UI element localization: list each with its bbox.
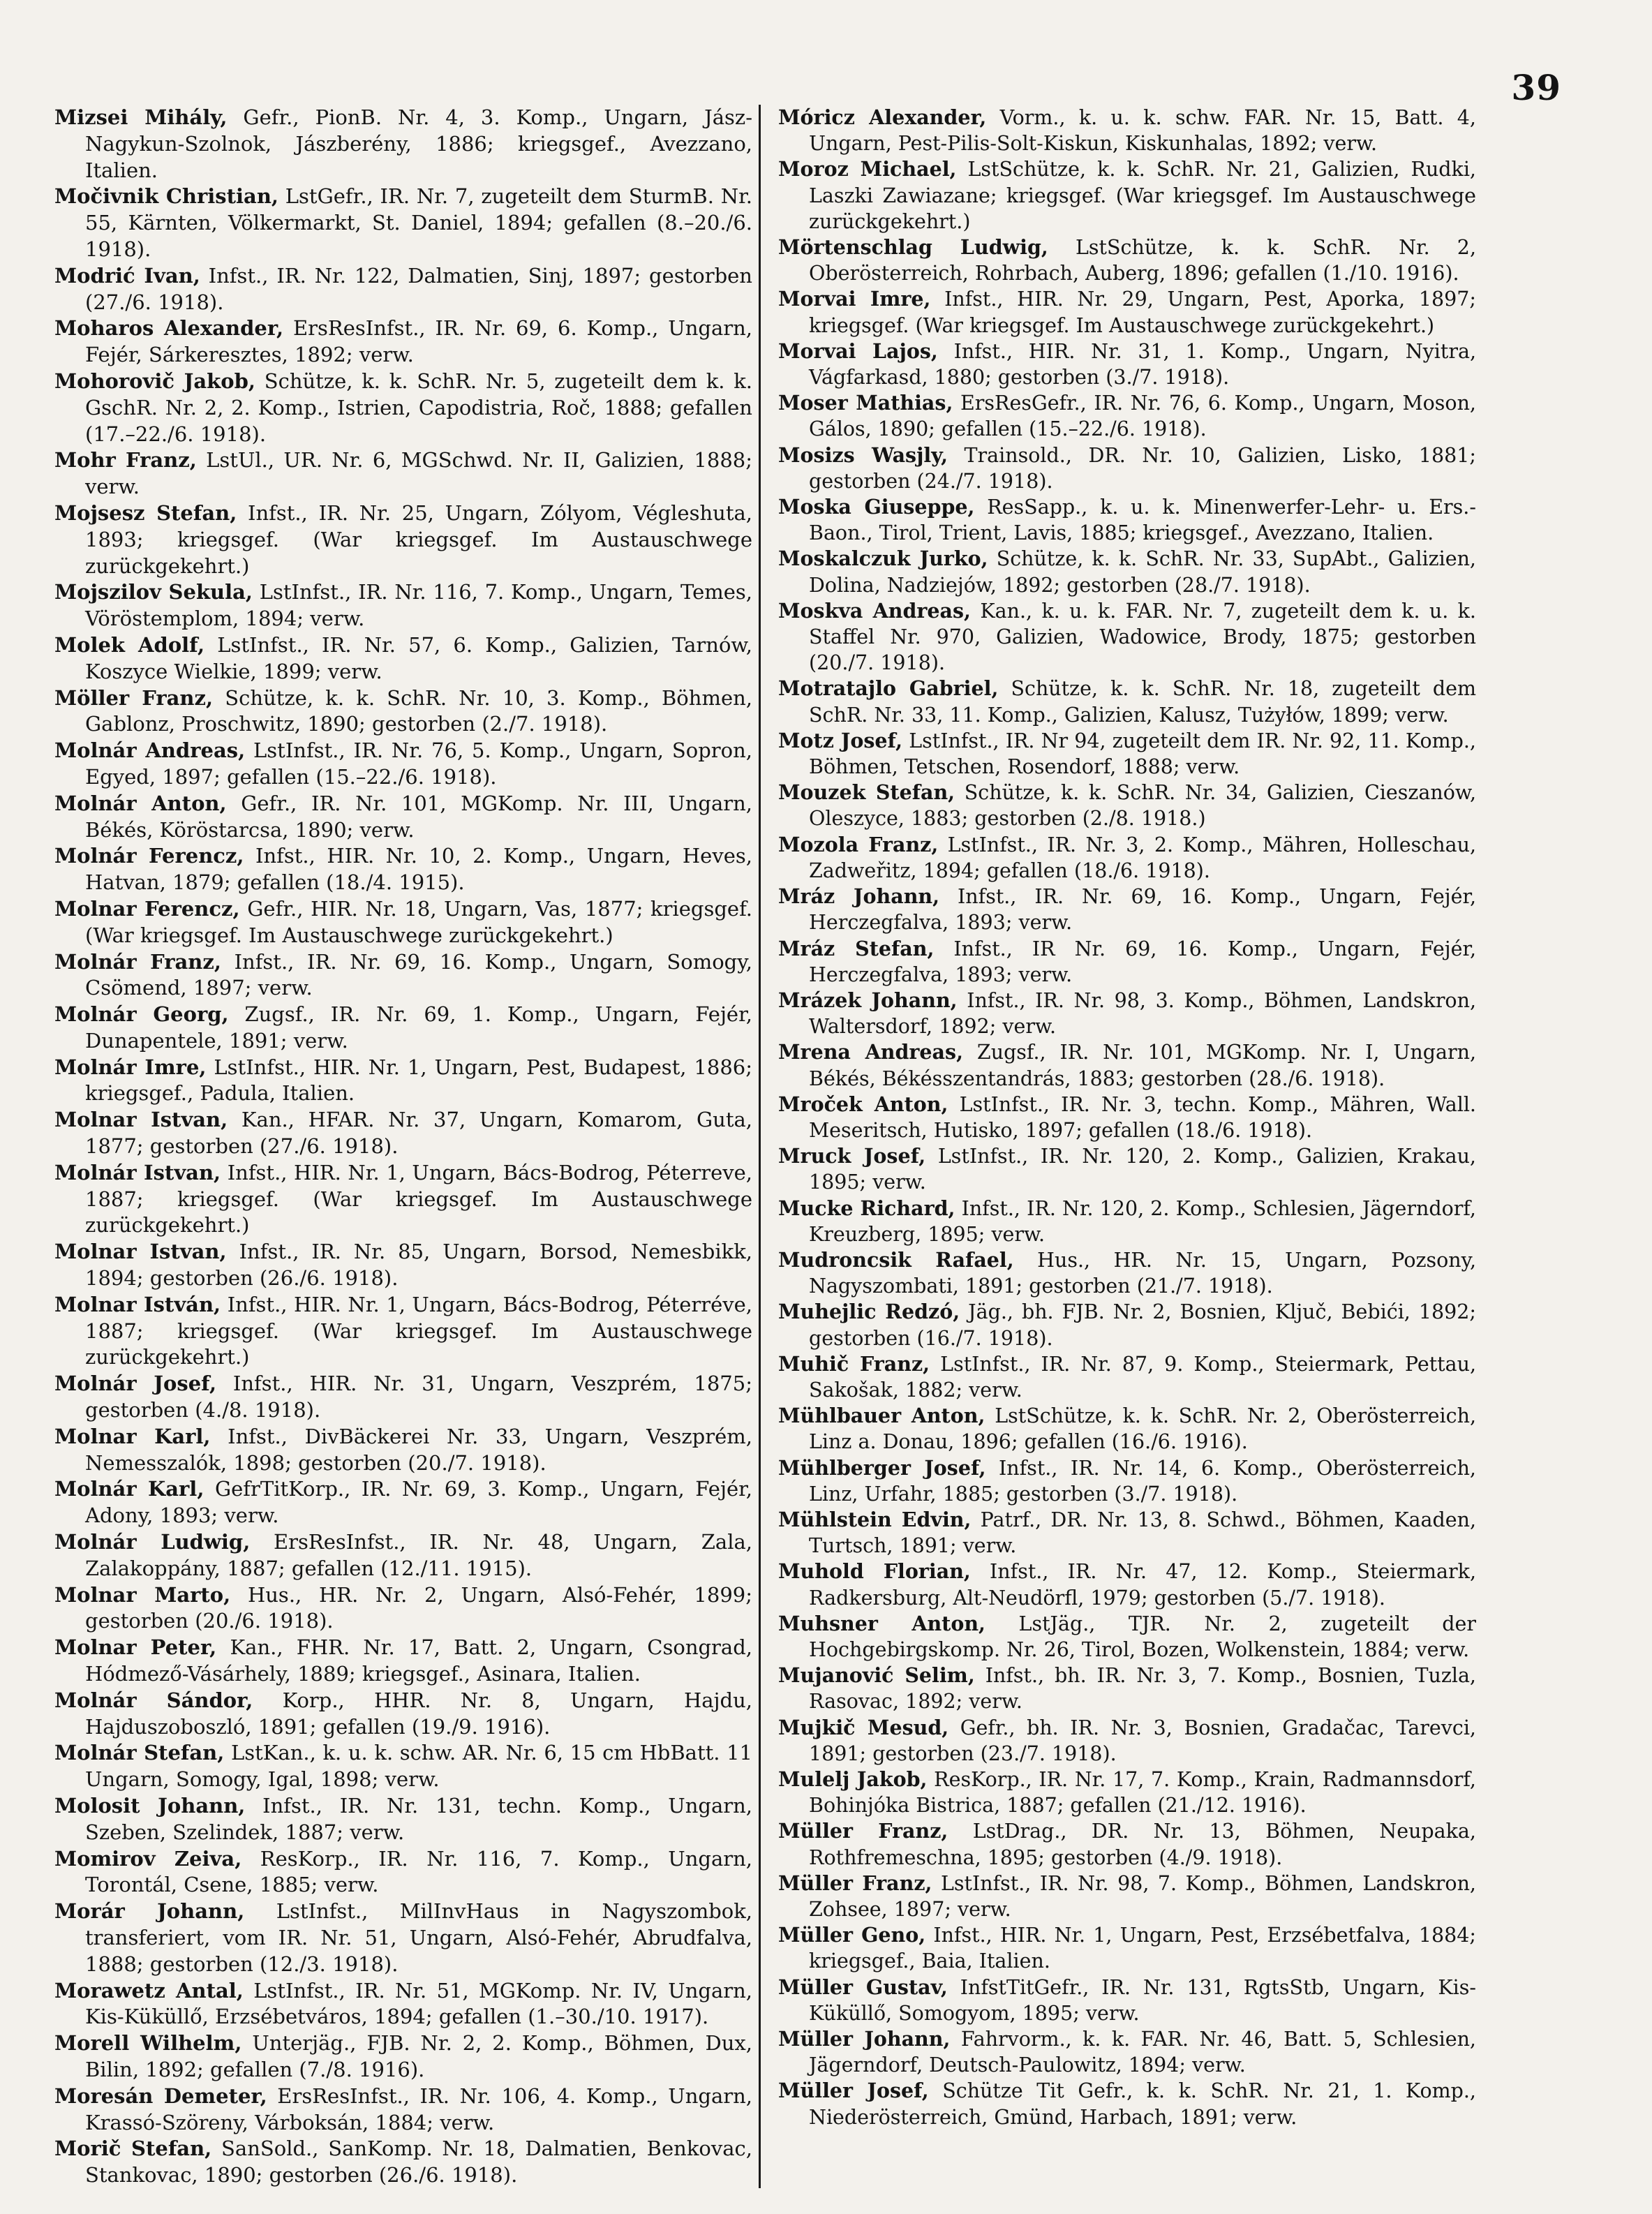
entry-name: Morell Wilhelm, bbox=[54, 2031, 242, 2056]
list-item bbox=[778, 390, 1476, 442]
entry-details: ErsResInfst., IR. Nr. 48, Ungarn, Zala, Zalakoppány, 1887; gefallen (12./11. 1915). bbox=[85, 1530, 753, 1580]
list-item bbox=[54, 2083, 752, 2137]
entry-details: Gefr., HIR. Nr. 18, Ungarn, Vas, 1877; kriegsgef. (War kriegsgef. Im Austauschwege zurückgekehrt.) bbox=[85, 896, 753, 947]
entry-name: Móricz Alexander, bbox=[778, 105, 987, 129]
list-item bbox=[54, 263, 752, 316]
entry-name: Mrázek Johann, bbox=[778, 988, 958, 1012]
list-item bbox=[54, 1793, 752, 1846]
entry-details: Jäg., bh. FJB. Nr. 2, Bosnien, Ključ, Bebići, 1892; gestorben (16./7. 1918). bbox=[809, 1300, 1476, 1350]
entry-name: Momirov Zeiva, bbox=[54, 1846, 242, 1871]
entry-name: Morár Johann, bbox=[54, 1899, 245, 1924]
entry-details: Infst., HIR. Nr. 29, Ungarn, Pest, Aporka, 1897; kriegsgef. (War kriegsgef. Im Austauschwege zurückgekehrt.) bbox=[809, 288, 1476, 337]
list-item bbox=[54, 369, 752, 447]
entry-name: Mizsei Mihály, bbox=[54, 105, 228, 129]
entry-details: Schütze, k. k. SchR. Nr. 34, Galizien, Cieszanów, Oleszyce, 1883; gestorben (2./8. 1918.) bbox=[809, 781, 1476, 831]
entry-details: LstInfst., IR. Nr. 116, 7. Komp., Ungarn, Temes, Vöröstemplom, 1894; verw. bbox=[85, 580, 752, 631]
entry-details: Infst., IR. Nr. 25, Ungarn, Zólyom, Végleshuta, 1893; kriegsgef. (War kriegsgef. Im Austauschwege zurückgekehrt.) bbox=[85, 500, 752, 578]
list-item bbox=[778, 1403, 1476, 1455]
entry-details: Gefr., IR. Nr. 101, MGKomp. Nr. III, Ungarn, Békés, Köröstarcsa, 1890; verw. bbox=[85, 791, 753, 842]
list-item bbox=[778, 156, 1476, 235]
list-item bbox=[54, 1635, 752, 1688]
entry-name: Molnár Karl, bbox=[54, 1477, 204, 1501]
entry-details: Kan., FHR. Nr. 17, Batt. 2, Ungarn, Csongrad, Hódmező-Vásárhely, 1889; kriegsgef., Asinara, Italien. bbox=[85, 1635, 752, 1686]
list-item bbox=[778, 339, 1476, 390]
entry-details: LstInfst., IR. Nr. 3, 2. Komp., Mähren, Holleschau, Zadweřitz, 1894; gefallen (18./6. 1918). bbox=[809, 833, 1476, 882]
list-item bbox=[54, 1107, 752, 1160]
list-item bbox=[54, 447, 752, 500]
entry-details: LstDrag., DR. Nr. 13, Böhmen, Neupaka, Rothfremeschna, 1895; gestorben (4./9. 1918). bbox=[809, 1820, 1476, 1869]
list-item bbox=[54, 843, 752, 896]
entry-name: Müller Johann, bbox=[778, 2027, 951, 2051]
entry-details: ResSapp., k. u. k. Minenwerfer-Lehr- u. Ers.-Baon., Tirol, Trient, Lavis, 1885; kriegsgef., Avezzano, Italien. bbox=[809, 496, 1476, 545]
page-number: 39 bbox=[1511, 67, 1561, 108]
entry-name: Mráz Johann, bbox=[778, 884, 940, 909]
entry-name: Molosit Johann, bbox=[54, 1794, 246, 1818]
entry-name: Molnar István, bbox=[54, 1292, 221, 1316]
entry-details: Infst., IR. Nr. 120, 2. Komp., Schlesien, Jägerndorf, Kreuzberg, 1895; verw. bbox=[809, 1196, 1476, 1246]
entry-name: Mucke Richard, bbox=[778, 1196, 955, 1220]
entry-details: LstGefr., IR. Nr. 7, zugeteilt dem SturmB. Nr. 55, Kärnten, Völkermarkt, St. Daniel, 1894; gefallen (8.–20./6. 1918). bbox=[85, 184, 753, 261]
list-item bbox=[778, 1143, 1476, 1195]
list-item bbox=[778, 1247, 1476, 1299]
list-item bbox=[778, 1611, 1476, 1663]
entry-details: Schütze, k. k. SchR. Nr. 33, SupAbt., Galizien, Dolina, Nadziejów, 1892; gestorben (28./7. 1918). bbox=[809, 547, 1476, 597]
entry-details: Infst., IR. Nr. 14, 6. Komp., Oberösterreich, Linz, Urfahr, 1885; gestorben (3./7. 1918). bbox=[809, 1456, 1476, 1506]
entry-name: Mohorovič Jakob, bbox=[54, 369, 255, 393]
list-item bbox=[778, 105, 1476, 156]
entry-details: LstInfst., IR. Nr. 76, 5. Komp., Ungarn, Sopron, Egyed, 1897; gefallen (15.–22./6. 1918). bbox=[85, 738, 753, 789]
entry-details: Trainsold., DR. Nr. 10, Galizien, Lisko, 1881; gestorben (24./7. 1918). bbox=[809, 443, 1476, 493]
entry-details: Infst., IR. Nr. 131, techn. Komp., Ungarn, Szeben, Szelindek, 1887; verw. bbox=[85, 1794, 753, 1844]
right-column bbox=[778, 105, 1476, 2130]
entry-name: Morič Stefan, bbox=[54, 2137, 212, 2161]
list-item bbox=[778, 235, 1476, 286]
entry-details: LstJäg., TJR. Nr. 2, zugeteilt der Hochgebirgskomp. Nr. 26, Tirol, Bozen, Wolkenstein, 1884; verw. bbox=[809, 1612, 1476, 1661]
entry-details: Infst., HIR. Nr. 10, 2. Komp., Ungarn, Heves, Hatvan, 1879; gefallen (18./4. 1915). bbox=[85, 844, 752, 895]
entry-details: Infst., HIR. Nr. 1, Ungarn, Bács-Bodrog, Péterréve, 1887; kriegsgef. (War kriegsgef. Im Austauschwege zurückgekehrt.) bbox=[85, 1292, 753, 1369]
entry-details: ErsResInfst., IR. Nr. 106, 4. Komp., Ungarn, Krassó-Szöreny, Várboksán, 1884; verw. bbox=[85, 2083, 752, 2134]
list-item bbox=[778, 286, 1476, 338]
entry-name: Mühlbauer Anton, bbox=[778, 1404, 985, 1428]
entry-name: Molnár Istvan, bbox=[54, 1160, 221, 1184]
list-item bbox=[54, 1899, 752, 1977]
entry-name: Mozola Franz, bbox=[778, 832, 939, 856]
entry-details: ResKorp., IR. Nr. 17, 7. Komp., Krain, Radmannsdorf, Bohinjóka Bistrica, 1887; gefallen (21./12. 1916). bbox=[809, 1768, 1476, 1818]
entry-name: Modrić Ivan, bbox=[54, 263, 200, 288]
entry-details: LstKan., k. u. k. schw. AR. Nr. 6, 15 cm HbBatt. 11 Ungarn, Somogy, Igal, 1898; verw. bbox=[85, 1741, 753, 1792]
list-item bbox=[54, 105, 752, 184]
entry-name: Müller Gustav, bbox=[778, 1975, 948, 1999]
list-item bbox=[54, 1529, 752, 1582]
list-item bbox=[54, 315, 752, 369]
entry-details: LstInfst., IR. Nr 94, zugeteilt dem IR. Nr. 92, 11. Komp., Böhmen, Tetschen, Rosendorf, 1888; verw. bbox=[809, 729, 1476, 779]
entry-name: Molek Adolf, bbox=[54, 632, 205, 657]
entry-name: Molnár Georg, bbox=[54, 1002, 229, 1027]
entry-details: Infst., IR. Nr. 69, 16. Komp., Ungarn, Fejér, Herczegfalva, 1893; verw. bbox=[809, 885, 1476, 935]
entry-name: Molnar Peter, bbox=[54, 1635, 217, 1660]
list-item bbox=[778, 598, 1476, 676]
list-item bbox=[778, 1092, 1476, 1143]
list-item bbox=[778, 832, 1476, 884]
list-item bbox=[778, 988, 1476, 1039]
entry-name: Moroz Michael, bbox=[778, 157, 957, 181]
list-item bbox=[54, 1846, 752, 1899]
entry-name: Motratajlo Gabriel, bbox=[778, 676, 999, 701]
list-item bbox=[54, 2136, 752, 2189]
entry-details: Infst., bh. IR. Nr. 3, 7. Komp., Bosnien, Tuzla, Rasovac, 1892; verw. bbox=[809, 1664, 1476, 1714]
entry-name: Molnár Ludwig, bbox=[54, 1530, 251, 1554]
list-item bbox=[778, 1559, 1476, 1610]
entry-name: Müller Josef, bbox=[778, 2079, 929, 2103]
entry-details: ErsResGefr., IR. Nr. 76, 6. Komp., Ungarn, Moson, Gálos, 1890; gefallen (15.–22./6. 1918). bbox=[809, 392, 1476, 441]
entry-details: LstInfst., IR. Nr. 87, 9. Komp., Steiermark, Pettau, Sakošak, 1882; verw. bbox=[809, 1352, 1477, 1402]
list-item bbox=[54, 2030, 752, 2083]
entry-details: Vorm., k. u. k. schw. FAR. Nr. 15, Batt. 4, Ungarn, Pest-Pilis-Solt-Kiskun, Kiskunhalas, 1892; verw. bbox=[809, 106, 1476, 156]
list-item bbox=[778, 546, 1476, 597]
entry-details: Infst., HIR. Nr. 1, Ungarn, Bács-Bodrog, Péterreve, 1887; kriegsgef. (War kriegsgef. Im Austauschwege zurückgekehrt.) bbox=[85, 1160, 753, 1238]
list-item bbox=[54, 738, 752, 791]
entry-name: Molnar Marto, bbox=[54, 1582, 231, 1607]
entry-details: Hus., HR. Nr. 15, Ungarn, Pozsony, Nagyszombati, 1891; gestorben (21./7. 1918). bbox=[809, 1248, 1477, 1298]
left-column bbox=[54, 105, 752, 2189]
entry-name: Moska Giuseppe, bbox=[778, 495, 975, 519]
entry-details: LstInfst., IR. Nr. 120, 2. Komp., Galizien, Krakau, 1895; verw. bbox=[809, 1145, 1476, 1194]
entry-details: Kan., HFAR. Nr. 37, Ungarn, Komarom, Guta, 1877; gestorben (27./6. 1918). bbox=[85, 1108, 752, 1159]
entry-details: Infst., HIR. Nr. 1, Ungarn, Pest, Erzsébetfalva, 1884; kriegsgef., Baia, Italien. bbox=[809, 1924, 1477, 1973]
entry-details: LstSchütze, k. k. SchR. Nr. 21, Galizien, Rudki, Laszki Zawiazane; kriegsgef. (War kriegsgef. Im Austauschwege zurückgekehrt.) bbox=[809, 158, 1476, 233]
entry-details: Korp., HHR. Nr. 8, Ungarn, Hajdu, Hajduszoboszló, 1891; gefallen (19./9. 1916). bbox=[85, 1688, 752, 1739]
entry-details: Kan., k. u. k. FAR. Nr. 7, zugeteilt dem k. u. k. Staffel Nr. 970, Galizien, Wadowice, Brody, 1875; gestorben (20./7. 1918). bbox=[809, 599, 1476, 675]
list-item bbox=[54, 1002, 752, 1055]
list-item bbox=[54, 1371, 752, 1424]
entry-details: LstSchütze, k. k. SchR. Nr. 2, Oberösterreich, Linz a. Donau, 1896; gefallen (16./6. 1916). bbox=[809, 1404, 1477, 1454]
entry-details: Hus., HR. Nr. 2, Ungarn, Alsó-Fehér, 1899; gestorben (20./6. 1918). bbox=[85, 1582, 752, 1633]
entry-name: Molnár Andreas, bbox=[54, 738, 246, 763]
entry-name: Molnár Josef, bbox=[54, 1372, 217, 1396]
entry-details: Infst., HIR. Nr. 31, Ungarn, Veszprém, 1875; gestorben (4./8. 1918). bbox=[85, 1372, 752, 1422]
list-item bbox=[778, 2078, 1476, 2130]
list-item bbox=[778, 780, 1476, 831]
list-item bbox=[778, 1818, 1476, 1870]
list-item bbox=[54, 1160, 752, 1239]
entry-name: Molnar Karl, bbox=[54, 1424, 211, 1448]
list-item bbox=[778, 1767, 1476, 1818]
list-item bbox=[778, 443, 1476, 494]
entry-name: Motz Josef, bbox=[778, 728, 903, 752]
entry-details: Gefr., bh. IR. Nr. 3, Bosnien, Gradačac, Tarevci, 1891; gestorben (23./7. 1918). bbox=[809, 1716, 1476, 1765]
list-item bbox=[778, 728, 1476, 780]
entry-name: Mudroncsik Rafael, bbox=[778, 1247, 1014, 1272]
list-item bbox=[54, 579, 752, 632]
entry-details: Schütze, k. k. SchR. Nr. 5, zugeteilt dem k. k. GschR. Nr. 2, 2. Komp., Istrien, Capodistria, Roč, 1888; gefallen (17.–22./6. 1918). bbox=[85, 369, 753, 446]
entry-name: Mörtenschlag Ludwig, bbox=[778, 235, 1048, 260]
list-item bbox=[54, 1978, 752, 2031]
entry-name: Mráz Stefan, bbox=[778, 936, 935, 960]
list-item bbox=[778, 1871, 1476, 1922]
list-item bbox=[54, 1239, 752, 1292]
list-item bbox=[778, 936, 1476, 988]
entry-name: Mroček Anton, bbox=[778, 1092, 948, 1116]
entry-name: Molnár Ferencz, bbox=[54, 844, 244, 868]
entry-name: Morvai Lajos, bbox=[778, 339, 938, 363]
entry-details: GefrTitKorp., IR. Nr. 69, 3. Komp., Ungarn, Fejér, Adony, 1893; verw. bbox=[85, 1477, 753, 1528]
entry-details: Zugsf., IR. Nr. 69, 1. Komp., Ungarn, Fejér, Dunapentele, 1891; verw. bbox=[85, 1002, 752, 1053]
entry-details: LstInfst., IR. Nr. 98, 7. Komp., Böhmen, Landskron, Zohsee, 1897; verw. bbox=[809, 1871, 1476, 1922]
entry-name: Molnar Istvan, bbox=[54, 1240, 227, 1264]
entry-details: Infst., DivBäckerei Nr. 33, Ungarn, Veszprém, Nemesszalók, 1898; gestorben (20./7. 1918). bbox=[85, 1424, 752, 1475]
entry-name: Molnár Imre, bbox=[54, 1055, 207, 1079]
entry-name: Muhič Franz, bbox=[778, 1351, 930, 1376]
entry-details: SanSold., SanKomp. Nr. 18, Dalmatien, Benkovac, Stankovac, 1890; gestorben (26./6. 1918). bbox=[85, 2137, 752, 2187]
list-item bbox=[54, 184, 752, 262]
entry-name: Molnar Istvan, bbox=[54, 1108, 228, 1132]
entry-details: LstSchütze, k. k. SchR. Nr. 2, Oberösterreich, Rohrbach, Auberg, 1896; gefallen (1./10. 1916). bbox=[809, 236, 1477, 285]
entry-details: ResKorp., IR. Nr. 116, 7. Komp., Ungarn, Torontál, Csene, 1885; verw. bbox=[85, 1846, 753, 1897]
entry-name: Mühlstein Edvin, bbox=[778, 1507, 972, 1531]
entry-details: InfstTitGefr., IR. Nr. 131, RgtsStb, Ungarn, Kis-Küküllő, Somogyom, 1895; verw. bbox=[809, 1975, 1477, 2025]
column-divider bbox=[759, 105, 761, 2188]
entry-details: Infst., IR. Nr. 122, Dalmatien, Sinj, 1897; gestorben (27./6. 1918). bbox=[85, 263, 752, 314]
entry-details: Zugsf., IR. Nr. 101, MGKomp. Nr. I, Ungarn, Békés, Békésszentandrás, 1883; gestorben (28./6. 1918). bbox=[809, 1041, 1477, 1090]
list-item bbox=[778, 1299, 1476, 1351]
list-item bbox=[54, 1688, 752, 1741]
entry-details: ErsResInfst., IR. Nr. 69, 6. Komp., Ungarn, Fejér, Sárkeresztes, 1892; verw. bbox=[85, 316, 752, 367]
entry-name: Mühlberger Josef, bbox=[778, 1455, 986, 1480]
entry-name: Molnar Ferencz, bbox=[54, 896, 240, 921]
list-item bbox=[778, 1975, 1476, 2026]
entry-name: Molnár Franz, bbox=[54, 949, 221, 974]
list-item bbox=[54, 500, 752, 579]
entry-name: Moharos Alexander, bbox=[54, 316, 284, 341]
list-item bbox=[778, 1507, 1476, 1559]
list-item bbox=[54, 1424, 752, 1477]
entry-details: Infst., IR. Nr. 69, 16. Komp., Ungarn, Somogy, Csömend, 1897; verw. bbox=[85, 949, 753, 1000]
entry-name: Müller Geno, bbox=[778, 1923, 926, 1947]
entry-details: Infst., IR Nr. 69, 16. Komp., Ungarn, Fejér, Herczegfalva, 1893; verw. bbox=[809, 937, 1476, 986]
list-item bbox=[54, 685, 752, 738]
entry-name: Mujkič Mesud, bbox=[778, 1715, 949, 1739]
list-item bbox=[778, 1922, 1476, 1974]
entry-name: Mulelj Jakob, bbox=[778, 1767, 928, 1791]
list-item bbox=[54, 632, 752, 685]
list-item bbox=[778, 884, 1476, 935]
list-item bbox=[778, 494, 1476, 546]
entry-name: Mrena Andreas, bbox=[778, 1040, 963, 1064]
list-item bbox=[54, 1055, 752, 1108]
entry-details: Schütze Tit Gefr., k. k. SchR. Nr. 21, 1. Komp., Niederösterreich, Gmünd, Harbach, 1891; verw. bbox=[809, 2079, 1476, 2129]
list-item bbox=[778, 676, 1476, 727]
entry-name: Molnár Stefan, bbox=[54, 1741, 225, 1765]
list-item bbox=[778, 2026, 1476, 2078]
entry-details: LstInfst., IR. Nr. 3, techn. Komp., Mähren, Wall. Meseritsch, Hutisko, 1897; gefallen (18./6. 1918). bbox=[809, 1092, 1476, 1142]
entry-name: Moskalczuk Jurko, bbox=[778, 547, 988, 571]
entry-details: Infst., IR. Nr. 98, 3. Komp., Böhmen, Landskron, Waltersdorf, 1892; verw. bbox=[809, 988, 1477, 1039]
entry-name: Morawetz Antal, bbox=[54, 1978, 244, 2003]
entry-details: LstUl., UR. Nr. 6, MGSchwd. Nr. II, Galizien, 1888; verw. bbox=[85, 448, 753, 499]
entry-name: Mouzek Stefan, bbox=[778, 780, 955, 805]
entry-details: Unterjäg., FJB. Nr. 2, 2. Komp., Böhmen, Dux, Bilin, 1892; gefallen (7./8. 1916). bbox=[85, 2031, 753, 2081]
entry-name: Möller Franz, bbox=[54, 685, 214, 710]
list-item bbox=[778, 1715, 1476, 1767]
entry-details: Infst., IR. Nr. 85, Ungarn, Borsod, Nemesbikk, 1894; gestorben (26./6. 1918). bbox=[85, 1240, 752, 1291]
entry-name: Mojszilov Sekula, bbox=[54, 580, 253, 604]
list-item bbox=[54, 896, 752, 949]
entry-name: Mojsesz Stefan, bbox=[54, 500, 237, 525]
entry-name: Mohr Franz, bbox=[54, 448, 197, 473]
entry-name: Moresán Demeter, bbox=[54, 2083, 267, 2108]
entry-details: Infst., HIR. Nr. 31, 1. Komp., Ungarn, Nyitra, Vágfarkasd, 1880; gestorben (3./7. 1918). bbox=[809, 339, 1476, 389]
entry-name: Molnár Sándor, bbox=[54, 1688, 253, 1712]
entry-name: Muhsner Anton, bbox=[778, 1611, 985, 1635]
entry-name: Močivnik Christian, bbox=[54, 184, 278, 209]
entry-details: Schütze, k. k. SchR. Nr. 18, zugeteilt dem SchR. Nr. 33, 11. Komp., Galizien, Kalusz, Tużyłów, 1899; verw. bbox=[809, 677, 1476, 727]
list-item bbox=[54, 1582, 752, 1635]
list-item bbox=[778, 1663, 1476, 1714]
entry-details: Infst., IR. Nr. 47, 12. Komp., Steiermark, Radkersburg, Alt-Neudörfl, 1979; gestorben (5./7. 1918). bbox=[809, 1560, 1476, 1610]
entry-name: Mruck Josef, bbox=[778, 1144, 926, 1168]
list-item bbox=[778, 1351, 1476, 1403]
entry-details: Patrf., DR. Nr. 13, 8. Schwd., Böhmen, Kaaden, Turtsch, 1891; verw. bbox=[809, 1508, 1477, 1558]
entry-name: Muhejlic Redzó, bbox=[778, 1300, 960, 1324]
entry-name: Moskva Andreas, bbox=[778, 598, 971, 623]
entry-name: Müller Franz, bbox=[778, 1871, 932, 1895]
entry-details: Fahrvorm., k. k. FAR. Nr. 46, Batt. 5, Schlesien, Jägerndorf, Deutsch-Paulowitz, 1894; verw. bbox=[809, 2028, 1476, 2077]
list-item bbox=[778, 1196, 1476, 1247]
list-item bbox=[778, 1455, 1476, 1507]
entry-details: LstInfst., HIR. Nr. 1, Ungarn, Pest, Budapest, 1886; kriegsgef., Padula, Italien. bbox=[85, 1055, 752, 1106]
entry-details: LstInfst., IR. Nr. 51, MGKomp. Nr. IV, Ungarn, Kis-Küküllő, Erzsébetváros, 1894; gefallen (1.–30./10. 1917). bbox=[85, 1978, 753, 2029]
entry-name: Mosizs Wasjly, bbox=[778, 443, 948, 467]
entry-name: Müller Franz, bbox=[778, 1819, 948, 1843]
list-item bbox=[778, 1039, 1476, 1091]
entry-details: Schütze, k. k. SchR. Nr. 10, 3. Komp., Böhmen, Gablonz, Proschwitz, 1890; gestorben (2./7. 1918). bbox=[85, 685, 752, 736]
list-item bbox=[54, 1476, 752, 1529]
entry-name: Muhold Florian, bbox=[778, 1559, 971, 1584]
list-item bbox=[54, 791, 752, 844]
entry-details: LstInfst., MilInvHaus in Nagyszombok, transferiert, vom IR. Nr. 51, Ungarn, Alsó-Fehér, Abrudfalva, 1888; gestorben (12./3. 1918). bbox=[85, 1899, 753, 1976]
entry-name: Mujanović Selim, bbox=[778, 1663, 975, 1688]
entry-name: Morvai Imre, bbox=[778, 287, 931, 311]
entry-details: Gefr., PionB. Nr. 4, 3. Komp., Ungarn, Jász-Nagykun-Szolnok, Jászberény, 1886; kriegsgef., Avezzano, Italien. bbox=[85, 105, 752, 182]
list-item bbox=[54, 1740, 752, 1793]
list-item bbox=[54, 1292, 752, 1371]
entry-name: Molnár Anton, bbox=[54, 791, 227, 815]
list-item bbox=[54, 949, 752, 1002]
entry-name: Moser Mathias, bbox=[778, 391, 953, 415]
entry-details: LstInfst., IR. Nr. 57, 6. Komp., Galizien, Tarnów, Koszyce Wielkie, 1899; verw. bbox=[85, 632, 752, 683]
